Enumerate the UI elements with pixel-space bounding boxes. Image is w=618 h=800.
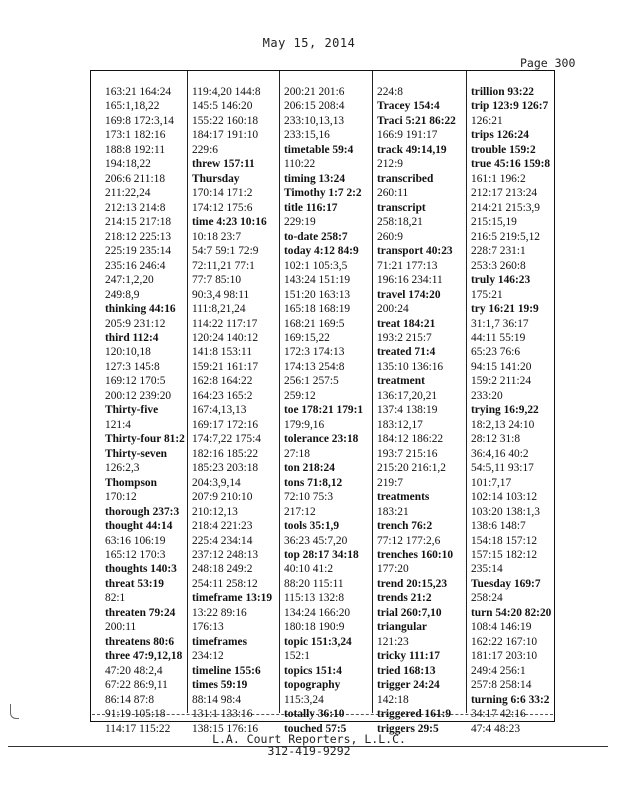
index-entry: 233:20 [471, 389, 503, 402]
index-entry: 165:1,18,22 [105, 100, 160, 113]
index-entry: 168:21 169:5 [284, 317, 345, 330]
index-entry: Thirty-four 81:2 [105, 433, 185, 446]
index-entry: 120:24 140:12 [192, 331, 259, 344]
index-entry: 206:6 211:18 [105, 172, 166, 185]
index-entry: 200:24 [377, 303, 409, 316]
index-entry: 237:12 248:13 [192, 549, 259, 561]
index-entry: 212:13 214:8 [105, 201, 166, 214]
index-entry: Thursday [192, 172, 240, 185]
index-entry: 134:24 166:20 [284, 606, 351, 619]
index-entry: 169:17 172:16 [192, 418, 259, 431]
index-entry: 215:20 216:1,2 [377, 462, 446, 475]
index-entry: threaten 79:24 [105, 606, 176, 619]
index-entry: 206:15 208:4 [284, 100, 345, 113]
index-entry: track 49:14,19 [377, 143, 447, 156]
index-entry: 63:16 106:19 [105, 534, 166, 547]
index-entry: 183:21 [377, 505, 409, 518]
index-entry: trying 16:9,22 [471, 404, 539, 417]
index-entry: 233:15,16 [284, 129, 330, 142]
index-entry: turning 6:6 33:2 [471, 693, 550, 706]
index-column-3 [279, 71, 372, 735]
index-entry: 155:22 160:18 [192, 114, 259, 127]
index-entry: 36:23 45:7,20 [284, 534, 348, 547]
index-entry: thoughts 140:3 [105, 563, 177, 576]
index-entry: 47:20 48:2,4 [105, 664, 163, 677]
index-entry: treated 71:4 [377, 346, 436, 359]
index-entry: 217:12 [284, 505, 316, 518]
index-entry: trends 21:2 [377, 592, 432, 605]
index-entry: 166:9 191:17 [377, 129, 438, 142]
index-entry: three 47:9,12,18 [105, 650, 183, 663]
index-entry: 13:22 89:16 [192, 606, 247, 619]
index-entry: trench 76:2 [377, 520, 433, 533]
index-entry: travel 174:20 [377, 288, 441, 301]
footer-phone: 312-419-9292 [267, 744, 351, 758]
index-entry: 248:18 249:2 [192, 563, 253, 576]
index-entry: threw 157:11 [192, 158, 255, 171]
index-entry: 114:22 117:17 [192, 317, 258, 330]
index-entry: timeframes [192, 635, 248, 648]
index-entry: triangular [377, 621, 427, 634]
index-entry: 256:1 257:5 [284, 375, 339, 388]
index-entry: trenches 160:10 [377, 549, 454, 561]
index-entry: 115:3,24 [284, 693, 324, 706]
index-entry: triggers 29:5 [377, 722, 439, 735]
index-entry: 94:15 141:20 [471, 360, 532, 373]
index-entry: 234:12 [192, 650, 224, 663]
index-entry: try 16:21 19:9 [471, 303, 539, 316]
index-entry: 257:8 258:14 [471, 679, 532, 692]
footer-company: L.A. Court Reporters, L.L.C. [212, 732, 406, 746]
header-date: May 15, 2014 [262, 36, 356, 50]
index-entry: times 59:19 [192, 679, 248, 692]
index-entry: 114:17 115:22 [105, 722, 171, 735]
index-entry: 219:7 [377, 476, 403, 489]
index-entry: 225:4 234:14 [192, 534, 253, 547]
index-entry: 163:21 164:24 [105, 86, 172, 98]
index-entry: thinking 44:16 [105, 303, 176, 316]
index-entry: threat 53:19 [105, 577, 164, 590]
index-entry: 172:3 174:13 [284, 346, 345, 359]
index-entry: 200:11 [105, 621, 137, 634]
index-entry: 167:4,13,13 [192, 404, 247, 417]
index-entry: 215:15,19 [471, 216, 517, 229]
index-entry: 120:10,18 [105, 346, 151, 359]
index-entry: 182:16 185:22 [192, 447, 259, 460]
index-entry: 142:18 [377, 693, 409, 706]
index-entry: 131:1 133:16 [192, 708, 253, 721]
index-entry: 71:21 177:13 [377, 259, 438, 272]
index-entry: 152:1 [284, 650, 310, 663]
index-entry: 196:16 234:11 [377, 274, 443, 287]
index-entry: 72:10 75:3 [284, 491, 334, 504]
index-entry: 175:21 [471, 288, 503, 301]
index-entry: 65:23 76:6 [471, 346, 521, 359]
index-entry: topic 151:3,24 [284, 635, 352, 648]
index-entry: 103:20 138:1,3 [471, 505, 540, 518]
index-entry: trillion 93:22 [471, 86, 534, 98]
index-entry: 165:12 170:3 [105, 549, 166, 561]
index-entry: Tracey 154:4 [377, 100, 440, 113]
index-entry: title 116:17 [284, 201, 338, 214]
index-entry: 141:8 153:11 [192, 346, 253, 359]
index-entry: 110:22 [284, 158, 316, 171]
index-entry: Thompson [105, 476, 157, 489]
index-entry: tons 71:8,12 [284, 476, 343, 489]
index-entry: 181:17 203:10 [471, 650, 538, 663]
index-entry: 18:2,13 24:10 [471, 418, 535, 431]
index-column-5 [466, 71, 554, 735]
index-entry: 135:10 136:16 [377, 360, 444, 373]
index-entry: 214:15 217:18 [105, 216, 172, 229]
index-entry: 183:12,17 [377, 418, 423, 431]
index-entry: 169:12 170:5 [105, 375, 166, 388]
index-entry: 214:21 215:3,9 [471, 201, 540, 214]
index-entry: 34:17 42:16 [471, 708, 526, 721]
index-entry: 145:5 146:20 [192, 100, 253, 113]
index-entry: 86:14 87:8 [105, 693, 155, 706]
index-entry: 184:12 186:22 [377, 433, 444, 446]
index-entry: 174:13 254:8 [284, 360, 345, 373]
index-entry: 36:4,16 40:2 [471, 447, 529, 460]
index-entry: 67:22 86:9,11 [105, 679, 168, 692]
index-entry: 193:7 215:16 [377, 447, 438, 460]
index-entry: totally 36:10 [284, 708, 345, 721]
index-entry: 235:14 [471, 563, 503, 576]
index-entry: 188:8 192:11 [105, 143, 166, 156]
index-entry: 31:1,7 36:17 [471, 317, 529, 330]
index-entry: Thirty-seven [105, 447, 168, 460]
index-entry: 204:3,9,14 [192, 476, 241, 489]
index-entry: 235:16 246:4 [105, 259, 166, 272]
index-entry: true 45:16 159:8 [471, 158, 551, 171]
index-entry: 27:18 [284, 447, 310, 460]
index-entry: 176:13 [192, 621, 224, 634]
index-entry: timing 13:24 [284, 172, 346, 185]
index-entry: 169:15,22 [284, 331, 330, 344]
index-entry: 193:2 215:7 [377, 331, 432, 344]
index-entry: 253:3 260:8 [471, 259, 526, 272]
index-entry: 173:1 182:16 [105, 129, 166, 142]
index-entry: 91:19 105:18 [105, 708, 166, 721]
index-entry: topography [284, 679, 341, 692]
index-entry: topics 151:4 [284, 664, 342, 677]
index-entry: 179:9,16 [284, 418, 325, 431]
index-entry: 249:8,9 [105, 288, 140, 301]
index-entry: 225:19 235:14 [105, 245, 172, 258]
index-entry: 159:2 211:24 [471, 375, 532, 388]
index-entry: threatens 80:6 [105, 635, 175, 648]
index-entry: 151:20 163:13 [284, 288, 351, 301]
index-entry: timetable 59:4 [284, 143, 354, 156]
index-entry: 200:21 201:6 [284, 86, 345, 98]
index-entry: 259:12 [284, 389, 316, 402]
index-entry: Timothy 1:7 2:2 [284, 187, 362, 200]
index-entry: 258:24 [471, 592, 503, 605]
index-entry: 47:4 48:23 [471, 722, 521, 735]
index-entry: 229:6 [192, 143, 218, 156]
index-entry: 138:15 176:16 [192, 722, 259, 735]
index-entry: tolerance 23:18 [284, 433, 359, 446]
index-entry: third 112:4 [105, 331, 159, 344]
index-entry: top 28:17 34:18 [284, 549, 359, 561]
index-entry: 254:11 258:12 [192, 577, 258, 590]
index-entry: truly 146:23 [471, 274, 531, 287]
index-entry: trigger 24:24 [377, 679, 440, 692]
index-entry: 205:9 231:12 [105, 317, 166, 330]
index-entry: 10:18 23:7 [192, 230, 242, 243]
index-entry: 194:18,22 [105, 158, 151, 171]
index-entry: 72:11,21 77:1 [192, 259, 255, 272]
index-entry: 126:21 [471, 114, 503, 127]
index-entry: 260:11 [377, 187, 409, 200]
index-entry: 77:7 85:10 [192, 274, 242, 287]
index-entry: 102:1 105:3,5 [284, 259, 348, 272]
index-entry: 162:22 167:10 [471, 635, 538, 648]
index-entry: 258:18,21 [377, 216, 423, 229]
index-entry: trouble 159:2 [471, 143, 536, 156]
index-entry: 211:22,24 [105, 187, 151, 200]
index-entry: tools 35:1,9 [284, 520, 340, 533]
index-entry: 108:4 146:19 [471, 621, 532, 634]
index-entry: Tuesday 169:7 [471, 577, 541, 590]
index-entry: 126:2,3 [105, 462, 140, 475]
index-entry: thorough 237:3 [105, 505, 180, 518]
index-entry: timeframe 13:19 [192, 592, 273, 605]
index-entry: 138:6 148:7 [471, 520, 526, 533]
index-entry: 111:8,21,24 [192, 303, 246, 316]
index-entry: 165:18 168:19 [284, 303, 351, 316]
index-entry: time 4:23 10:16 [192, 216, 267, 229]
index-entry: 169:8 172:3,14 [105, 114, 174, 127]
index-column-2 [187, 71, 279, 735]
index-entry: 159:21 161:17 [192, 360, 259, 373]
index-entry: 102:14 103:12 [471, 491, 538, 504]
index-entry: treatments [377, 491, 430, 504]
index-entry: timeline 155:6 [192, 664, 261, 677]
index-entry: 218:4 221:23 [192, 520, 253, 533]
index-entry: 184:17 191:10 [192, 129, 259, 142]
index-entry: 136:17,20,21 [377, 389, 438, 402]
index-entry: 207:9 210:10 [192, 491, 253, 504]
index-entry: 247:1,2,20 [105, 274, 154, 287]
index-entry: 229:19 [284, 216, 316, 229]
index-entry: to-date 258:7 [284, 230, 348, 243]
index-entry: today 4:12 84:9 [284, 245, 359, 258]
index-entry: 170:12 [105, 491, 137, 504]
index-entry: 210:12,13 [192, 505, 238, 518]
index-entry: 121:4 [105, 418, 131, 431]
index-entry: 90:3,4 98:11 [192, 288, 250, 301]
index-entry: 44:11 55:19 [471, 331, 526, 344]
index-entry: Traci 5:21 86:22 [377, 114, 456, 127]
index-entry: 77:12 177:2,6 [377, 534, 441, 547]
index-entry: trial 260:7,10 [377, 606, 442, 619]
index-entry: trip 123:9 126:7 [471, 100, 549, 113]
index-column-4 [372, 71, 466, 735]
index-entry: 170:14 171:2 [192, 187, 253, 200]
index-entry: turn 54:20 82:20 [471, 606, 552, 619]
index-entry: 54:7 59:1 72:9 [192, 245, 259, 258]
index-entry: 185:23 203:18 [192, 462, 259, 475]
index-column-1 [91, 71, 187, 735]
index-entry: triggered 161:9 [377, 708, 452, 721]
index-entry: 127:3 145:8 [105, 360, 160, 373]
index-entry: trend 20:15,23 [377, 577, 448, 590]
margin-mark [10, 704, 19, 719]
index-entry: 101:7,17 [471, 476, 512, 489]
index-entry: 119:4,20 144:8 [192, 86, 261, 98]
index-entry: treat 184:21 [377, 317, 436, 330]
index-entry: 154:18 157:12 [471, 534, 538, 547]
index-entry: transport 40:23 [377, 245, 453, 258]
index-entry: 40:10 41:2 [284, 563, 334, 576]
index-entry: 28:12 31:8 [471, 433, 521, 446]
index-entry: 88:14 98:4 [192, 693, 242, 706]
index-entry: ton 218:24 [284, 462, 335, 475]
index-entry: 174:12 175:6 [192, 201, 253, 214]
index-entry: 212:9 [377, 158, 403, 171]
index-entry: 228:7 231:1 [471, 245, 526, 258]
index-entry: 233:10,13,13 [284, 114, 345, 127]
index-entry: 249:4 256:1 [471, 664, 526, 677]
index-entry: 121:23 [377, 635, 409, 648]
index-entry: 200:12 239:20 [105, 389, 172, 402]
index-entry: transcript [377, 201, 426, 214]
index-entry: 157:15 182:12 [471, 549, 538, 561]
index-entry: 137:4 138:19 [377, 404, 438, 417]
index-entry: thought 44:14 [105, 520, 173, 533]
index-entry: 212:17 213:24 [471, 187, 538, 200]
index-entry: transcribed [377, 172, 434, 185]
index-entry: 54:5,11 93:17 [471, 462, 534, 475]
index-entry: 162:8 164:22 [192, 375, 253, 388]
index-entry: touched 57:5 [284, 722, 347, 735]
index-entry: Thirty-five [105, 404, 159, 417]
index-entry: 161:1 196:2 [471, 172, 526, 185]
index-entry: 143:24 151:19 [284, 274, 351, 287]
index-entry: 180:18 190:9 [284, 621, 345, 634]
index-entry: 164:23 165:2 [192, 389, 253, 402]
index-entry: treatment [377, 375, 425, 388]
index-entry: 82:1 [105, 592, 126, 605]
index-entry: 216:5 219:5,12 [471, 230, 540, 243]
index-columns [91, 71, 554, 735]
index-entry: toe 178:21 179:1 [284, 404, 364, 417]
index-entry: trips 126:24 [471, 129, 529, 142]
index-entry: 88:20 115:11 [284, 577, 344, 590]
index-entry: 218:12 225:13 [105, 230, 172, 243]
index-entry: tricky 111:17 [377, 650, 440, 663]
index-entry: 177:20 [377, 563, 409, 576]
page-number: Page 300 [520, 56, 576, 70]
index-entry: 224:8 [377, 86, 403, 98]
index-entry: 260:9 [377, 230, 403, 243]
index-entry: 115:13 132:8 [284, 592, 345, 605]
index-entry: 174:7,22 175:4 [192, 433, 261, 446]
index-entry: tried 168:13 [377, 664, 436, 677]
